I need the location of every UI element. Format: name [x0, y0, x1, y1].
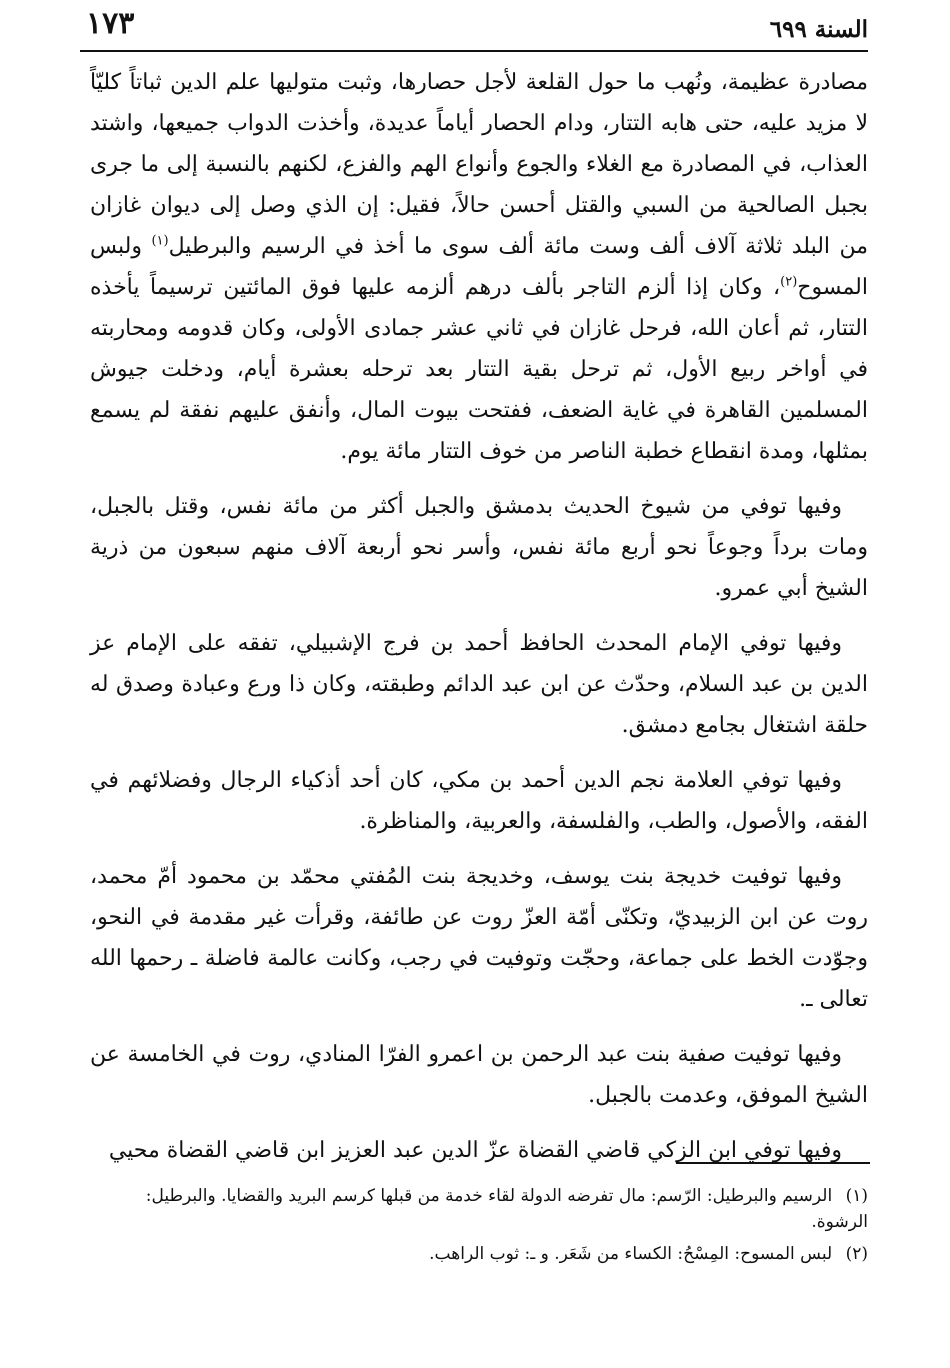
footnote-number: (١)	[845, 1186, 868, 1206]
footnote	[92, 1241, 868, 1267]
paragraph: وفيها توفي من شيوخ الحديث بدمشق والجبل أكثر من مائة نفس، وقتل بالجبل، ومات برداً وجوعاً نحو أربع مائة نفس، وأسر نحو أربعة آلاف منهم سبعون من ذرية الشيخ أبي عمرو.	[90, 494, 868, 601]
footnotes	[92, 1183, 868, 1273]
paragraph-text: مصادرة عظيمة، ونُهب ما حول القلعة لأجل حصارها، وثبت متوليها علم الدين ثباتاً كليّاً لا مزيد عليه، حتى هابه التتار، ودام الحصار أياماً عديدة، وأخذت الدواب جميعها، واشتد العذاب، في المصادرة مع الغلاء والجوع وأنواع الهم والفزع، لكنهم بالنسبة إلى ما جرى بجبل الصالحية من السبي والقتل أحسن حالاً، فقيل: إن الذي وصل إلى ديوان غازان من البلد ثلاثة آلاف ألف وست مائة ألف سوى ما أخذ في الرسيم والبرطيل	[90, 70, 868, 259]
paragraph	[90, 62, 868, 472]
paragraph: وفيها توفيت صفية بنت عبد الرحمن بن اعمرو الفرّا المنادي، روت في الخامسة عن الشيخ الموفق، وعدمت بالجبل.	[90, 1042, 868, 1108]
paragraph: وفيها توفي العلامة نجم الدين أحمد بن مكي، كان أحد أذكياء الرجال وفضلائهم في الفقه، والأصول، والطب، والفلسفة، والعربية، والمناظرة.	[90, 768, 868, 834]
footnote-text: لبس المسوح: المِسْحُ: الكساء من شَعَر. و ـ: ثوب الراهب.	[429, 1244, 833, 1264]
main-text	[90, 62, 868, 1185]
page-number: ١٧٣	[86, 6, 135, 41]
paragraph: وفيها توفيت خديجة بنت يوسف، وخديجة بنت المُفتي محمّد بن محمود أمّ محمد، روت عن ابن الزبيديّ، وتكنّى أمّة العزّ روت عن طائفة، وقرأت غير مقدمة في النحو، وجوّدت الخط على جماعة، وحجّت وتوفيت في رجب، وكانت عالمة فاضلة ـ رحمها الله تعالى ـ.	[90, 864, 868, 1012]
footnote-number: (٢)	[845, 1244, 868, 1264]
paragraph: وفيها توفي ابن الزكي قاضي القضاة عزّ الدين عبد العزيز ابن قاضي القضاة محيي	[108, 1138, 842, 1163]
running-title: السنة ٦٩٩	[769, 16, 868, 43]
paragraph-text: ، وكان إذا ألزم التاجر بألف درهم ألزمه عليها فوق المائتين ترسيماً يأخذه التتار، ثم أعان الله، فرحل غازان في ثاني عشر جمادى الأولى، وكان قدومه ومحاربته في أواخر ربيع الأول، ثم ترحل بقية التتار بعد ترحله بعشرة أيام، ودخلت جيوش المسلمين القاهرة في غاية الضعف، ففتحت بيوت المال، وأنفق عليهم نفقة لم يسمع بمثلها، ومدة انقطاع خطبة الناصر من خوف التتار مائة يوم.	[90, 275, 868, 464]
paragraph-text: ولبس المسوح	[90, 234, 868, 300]
page-header	[80, 4, 868, 52]
footnote-divider	[676, 1162, 870, 1164]
footnote	[92, 1183, 868, 1235]
footnote-ref: (٢)	[780, 274, 798, 290]
footnote-text: الرسيم والبرطيل: الرّسم: مال تفرضه الدولة لقاء خدمة من قبلها كرسم البريد والقضايا. والبرطيل: الرشوة.	[145, 1186, 868, 1232]
paragraph: وفيها توفي الإمام المحدث الحافظ أحمد بن فرج الإشبيلي، تفقه على الإمام عز الدين بن عبد السلام، وحدّث عن ابن عبد الدائم وطبقته، وكان ذا ورع وعبادة وصدق له حلقة اشتغال بجامع دمشق.	[90, 631, 868, 738]
footnote-ref: (١)	[151, 233, 169, 249]
